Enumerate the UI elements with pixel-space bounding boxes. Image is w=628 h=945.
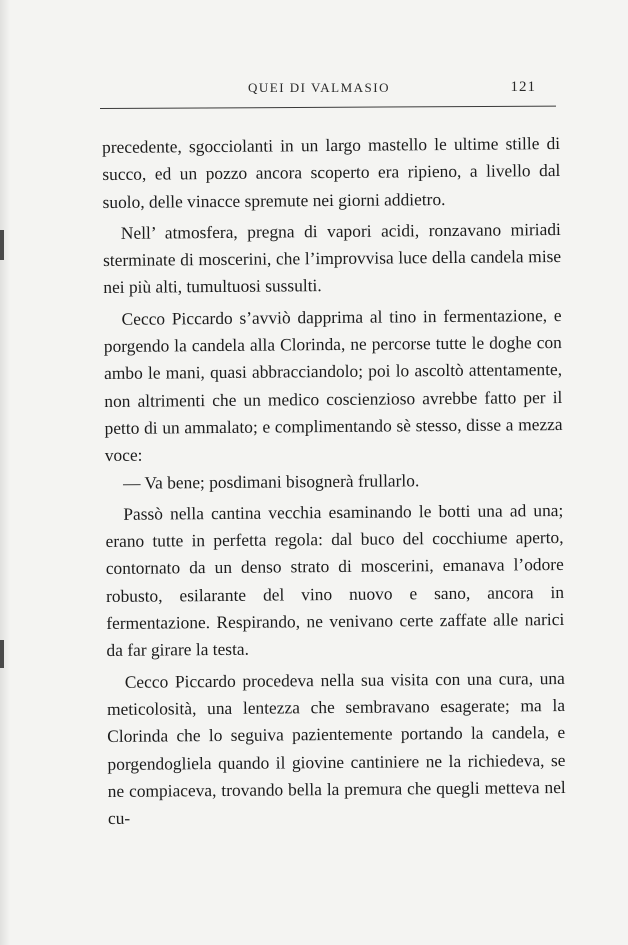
page-edge-mark	[0, 640, 4, 668]
header-rule	[100, 106, 556, 109]
paragraph: Cecco Piccardo s’avviò dapprima al tino in fermentazione, e porgendo la candela alla Clorinda, ne percorse tutte le doghe con ambo le mani, quasi abbracciandolo; poi lo ascoltò attentamente, non altrimenti che un medico coscienzioso avrebbe fatto per il petto di un ammalato; e complimentando sè stesso, disse a mezza voce:	[103, 304, 563, 466]
page-body	[102, 130, 566, 832]
page-edge-mark	[0, 230, 4, 260]
paragraph: Nell’ atmosfera, pregna di vapori acidi, ronzavano miriadi sterminate di moscerini, che l’improvvisa luce della candela mise nei più alti, tumultuosi sussulti.	[103, 218, 562, 298]
paragraph: Cecco Piccardo procedeva nella sua visita con una cura, una meticolosità, una lentezza che sembravano esagerate; ma la Clorinda che lo seguiva pazientemente portando la candela, e porgendogliela quando il giovine cantiniere ne la richiedeva, se ne compiaceva, trovando bella la premura che quegli metteva nel cu-	[106, 667, 566, 829]
paragraph: precedente, sgocciolanti in un largo mastello le ultime stille di succo, ed un pozzo ancora scoperto era ripieno, a livello dal suolo, delle vinacce spremute nei giorni addietro.	[102, 133, 561, 212]
page-header	[100, 80, 556, 104]
paragraph: Passò nella cantina vecchia esaminando le botti una ad una; erano tutte in perfetta regola: dal buco del cocchiume aperto, contornato da un denso strato di moscerini, emanava l’odore robusto, esilarante del vino nuovo e sano, ancora in fermentazione. Respirando, ne venivano certe zaffate alle narici da far girare la testa.	[105, 499, 565, 661]
page-edge-shadow	[0, 0, 10, 945]
dialogue-line: — Va bene; posdimani bisognerà frullarlo.	[122, 469, 420, 493]
running-head: QUEI DI VALMASIO	[248, 80, 390, 95]
page-number: 121	[510, 79, 536, 95]
